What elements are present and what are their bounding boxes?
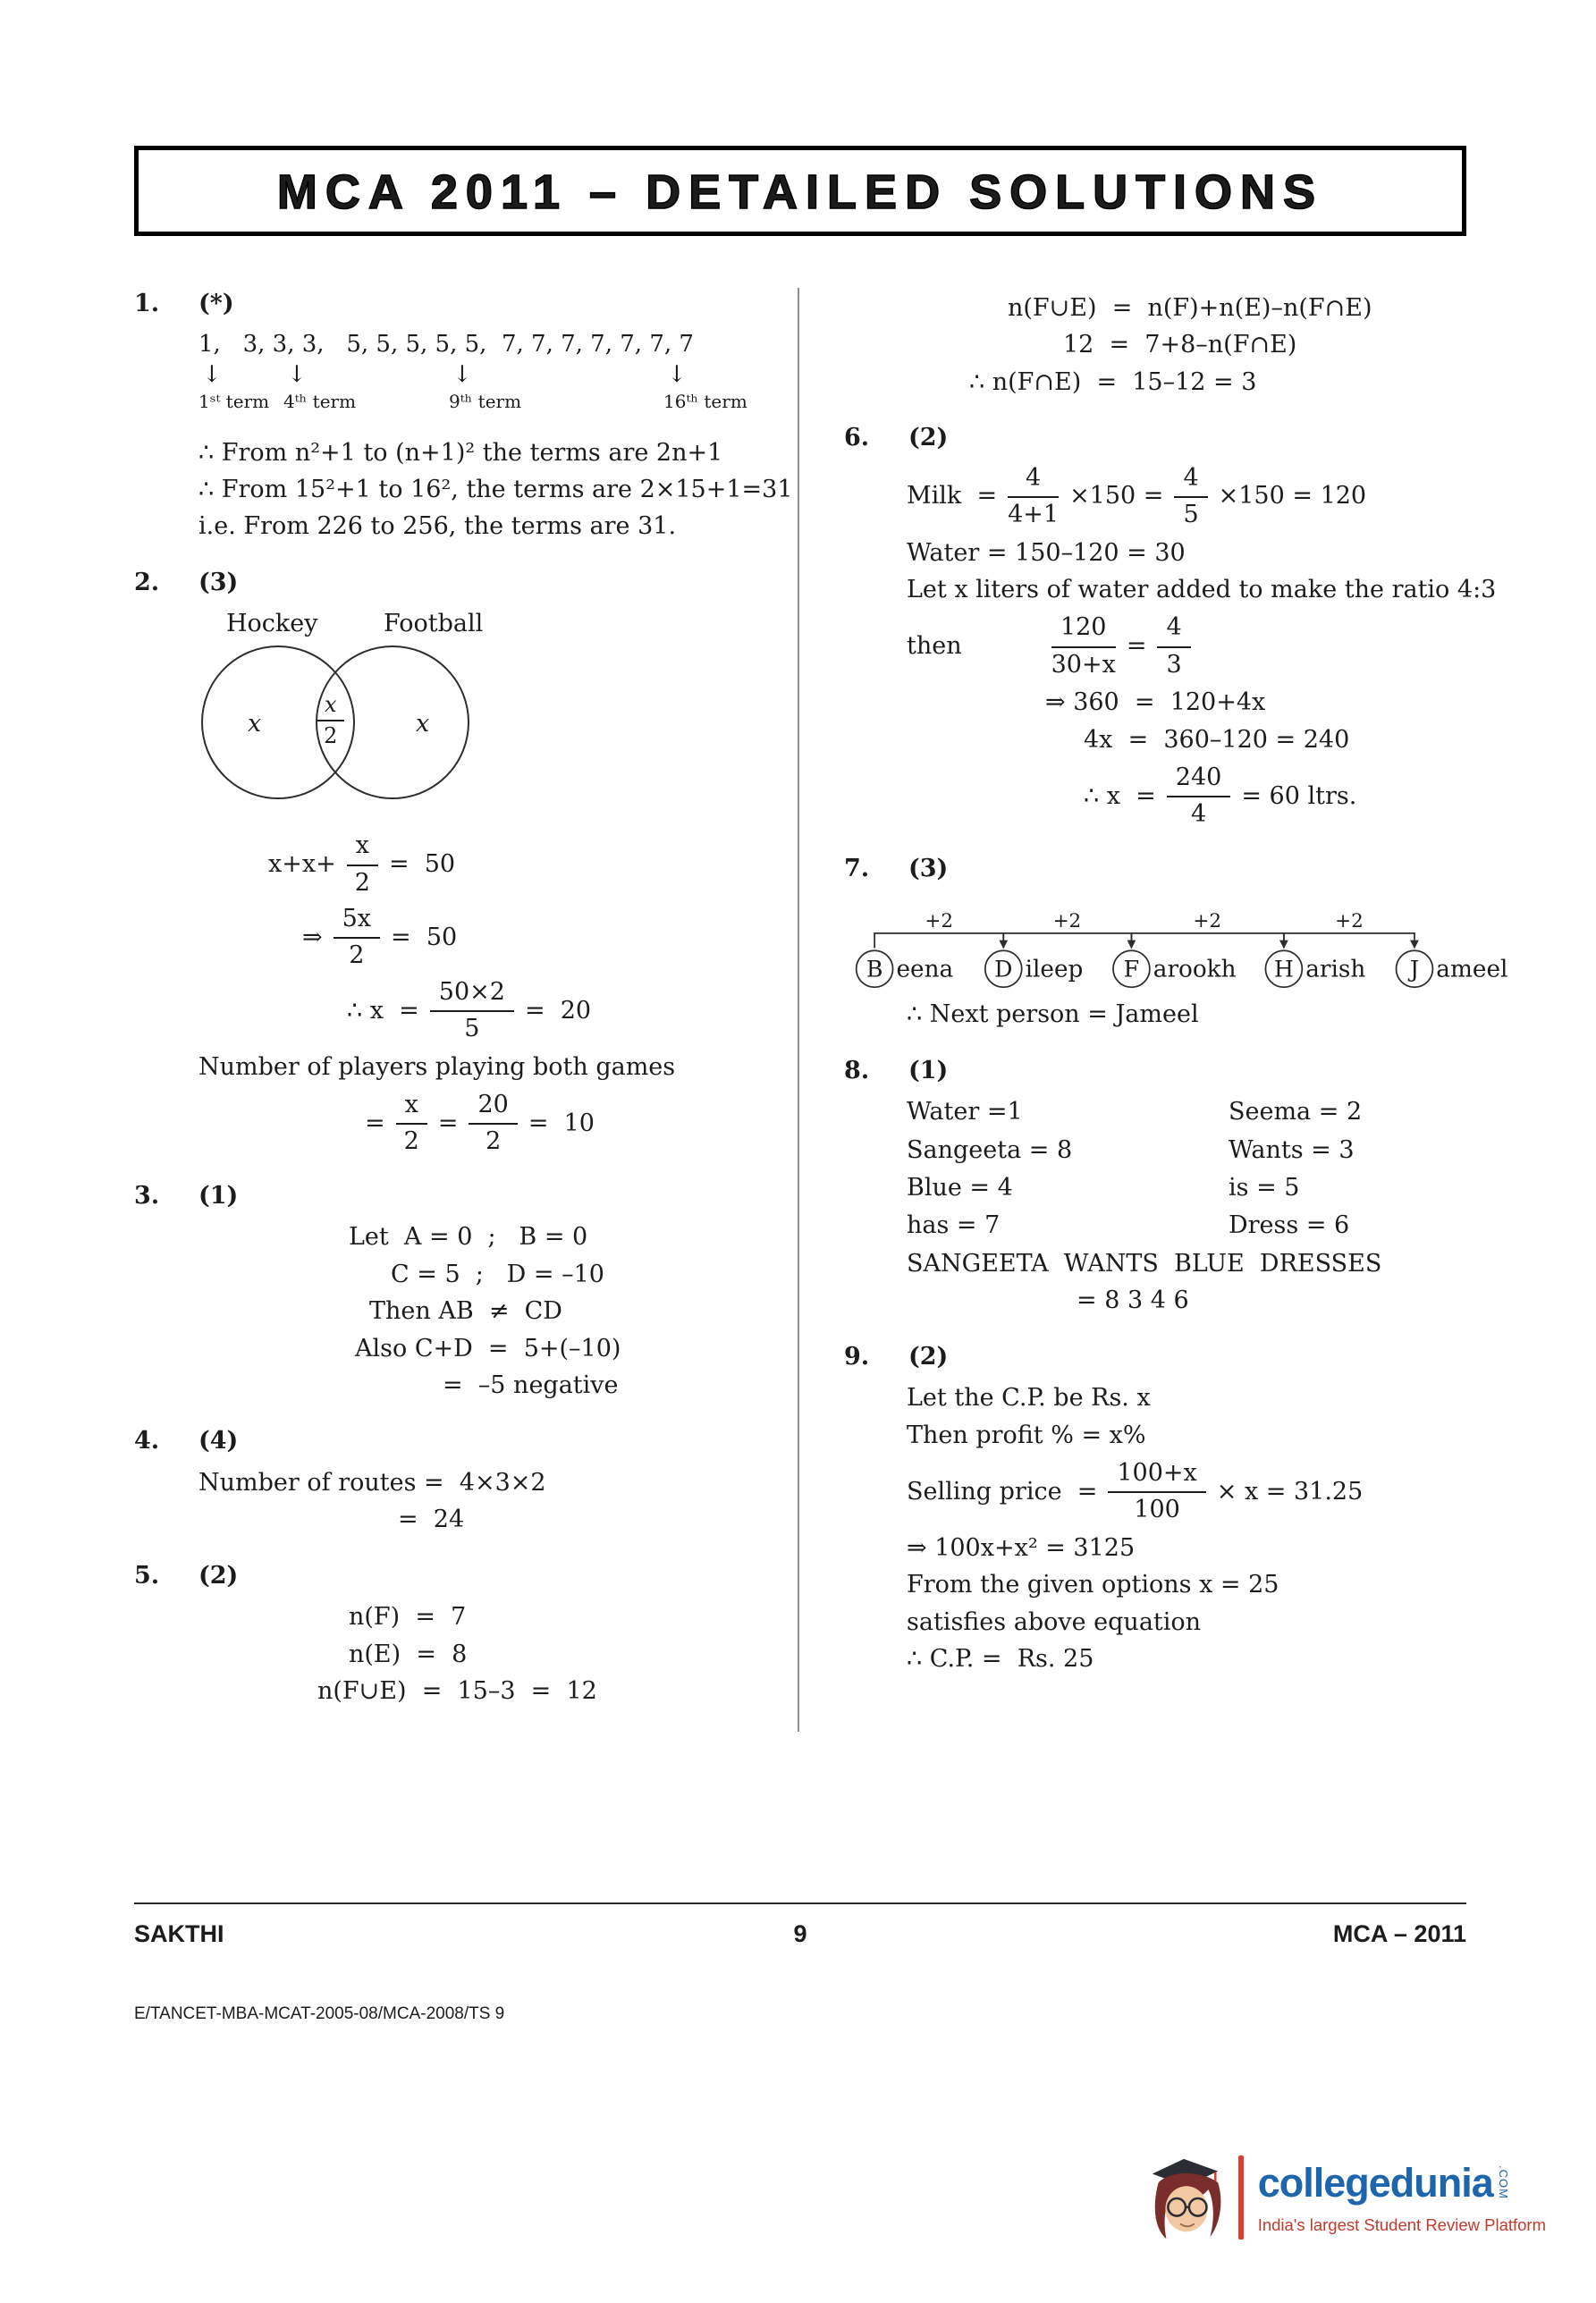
sequence-annotations [198, 360, 798, 433]
solution-line: ⇒ 100x+x² = 3125 [907, 1533, 1136, 1562]
numerator: 50×2 [430, 978, 514, 1012]
word-code: Water =1 [907, 1098, 1023, 1126]
equation [365, 1091, 798, 1157]
problem-3-head [134, 1180, 798, 1212]
fraction [1108, 1459, 1205, 1525]
word-code: Wants = 3 [1229, 1135, 1355, 1164]
term-label: 4ᵗʰ term [283, 390, 357, 412]
equation-text: ∴ x = [1084, 781, 1156, 810]
equation-text: × x = 31.25 [1216, 1477, 1364, 1506]
equation-text: = 60 ltrs. [1241, 781, 1357, 810]
problem-4-head [134, 1425, 798, 1457]
problem-5 [134, 1560, 798, 1708]
solution-line: i.e. From 226 to 256, the terms are 31. [198, 512, 677, 541]
problem-1 [134, 288, 798, 544]
word-code: Dress = 6 [1229, 1211, 1350, 1240]
logo-text [1258, 2160, 1546, 2235]
down-arrow-icon: ↓ [667, 360, 687, 388]
page-title: MCA 2011 – DETAILED SOLUTIONS [276, 165, 1324, 219]
denominator: 2 [486, 1127, 502, 1156]
fraction [1051, 613, 1116, 679]
left-column [134, 288, 798, 1732]
venn-left-value: x [248, 710, 262, 738]
step-bracket [874, 933, 1003, 949]
number-sequence [198, 329, 798, 432]
solution-line: n(F∪E) = 15–3 = 12 [317, 1677, 597, 1706]
venn-right-label: Football [384, 610, 484, 638]
print-code: E/TANCET-MBA-MCAT-2005-08/MCA-2008/TS 9 [134, 2004, 505, 2023]
problem-number: 8. [844, 1056, 870, 1084]
denominator: 2 [324, 723, 338, 749]
numerator: 20 [469, 1091, 517, 1125]
name-initial: J [1409, 955, 1420, 983]
footer-publisher: SAKTHI [134, 1920, 224, 1947]
problem-7-head [844, 853, 1466, 885]
solution-line: ∴ Next person = Jameel [907, 1000, 1199, 1029]
name-initial: F [1123, 955, 1140, 983]
solution-line: n(F) = 7 [349, 1603, 467, 1632]
word-code: Seema = 2 [1229, 1098, 1363, 1126]
solution-line: Then profit % = x% [907, 1421, 1146, 1449]
answer-choice: (4) [198, 1427, 239, 1455]
equation-text: = [437, 1109, 459, 1137]
problem-number: 4. [134, 1427, 160, 1455]
arrowhead-icon [1410, 941, 1419, 949]
solution-line: Then AB ≠ CD [369, 1297, 562, 1326]
name-initial: H [1273, 955, 1294, 983]
solution-line: Let x liters of water added to make the ratio 4:3 [907, 575, 1497, 603]
venn-middle-fraction [317, 692, 344, 749]
numerator: 4 [1157, 613, 1190, 647]
answer-choice: (2) [908, 1342, 949, 1371]
denominator: 2 [354, 868, 370, 897]
problem-number: 6. [844, 424, 870, 452]
name-rest: ameel [1436, 956, 1508, 983]
problem-3 [134, 1180, 798, 1403]
step-bracket [1284, 933, 1414, 949]
brand-tagline: India's largest Student Review Platform [1257, 2215, 1546, 2234]
name-rest: eena [896, 956, 954, 983]
equation-text: = [365, 1109, 385, 1137]
sequence-text: 1, 3, 3, 3, 5, 5, 5, 5, 5, 7, 7, 7, 7, 7, 7, 7 [198, 331, 694, 359]
denominator: 4 [1190, 800, 1207, 829]
down-arrow-icon: ↓ [287, 360, 307, 388]
word-code: is = 5 [1229, 1174, 1300, 1202]
solutions-content [134, 288, 1508, 1732]
numerator: 100+x [1108, 1459, 1205, 1493]
name-rest: arookh [1153, 956, 1237, 983]
solution-line: Number of players playing both games [198, 1052, 676, 1081]
problem-number: 7. [844, 854, 870, 882]
term-annotation [449, 360, 522, 414]
problem-6 [844, 422, 1497, 830]
answer-choice: (2) [908, 424, 949, 452]
problem-8 [844, 1055, 1466, 1318]
answer-choice: (3) [198, 568, 239, 596]
x-equation [1084, 763, 1466, 830]
equation-text: = 50 [388, 849, 456, 878]
denominator: 5 [1183, 501, 1199, 529]
term-annotation [283, 360, 357, 414]
equation-text: = 10 [528, 1109, 595, 1137]
venn-left-label: Hockey [226, 610, 318, 638]
equation-text: then [907, 632, 962, 661]
footer-exam-label: MCA – 2011 [1332, 1920, 1467, 1947]
page-title-box [134, 146, 1466, 236]
solution-line: 4x = 360–120 = 240 [1084, 725, 1350, 754]
fraction [396, 1091, 427, 1157]
solution-line: ⇒ 360 = 120+4x [1045, 688, 1266, 717]
problem-6-head [844, 422, 1466, 454]
venn-diagram [201, 608, 523, 814]
word-code-row [907, 1210, 1466, 1242]
denominator: 2 [403, 1127, 419, 1156]
solution-line: = –5 negative [443, 1371, 619, 1400]
answer-choice: (3) [908, 854, 949, 882]
step-label: +2 [1052, 910, 1082, 933]
name-sequence-diagram [848, 894, 1511, 994]
collegedunia-logo [1140, 2147, 1546, 2248]
numerator: 120 [1051, 613, 1116, 647]
denominator: 5 [464, 1015, 480, 1043]
problem-1-head [134, 288, 798, 320]
equation-text: x+x+ [268, 849, 336, 878]
page-footer [134, 1902, 1466, 1948]
word-code: has = 7 [907, 1211, 1001, 1240]
solution-line: = 24 [398, 1506, 465, 1534]
denominator: 3 [1166, 650, 1182, 679]
solution-line: ∴ From 15²+1 to 16², the terms are 2×15+1=31 [198, 475, 793, 503]
denominator: 4+1 [1008, 501, 1060, 529]
equation-text: ∴ x = [347, 996, 419, 1025]
equation-text: ×150 = [1069, 482, 1164, 510]
fraction [1008, 464, 1059, 530]
solution-line: n(E) = 8 [349, 1640, 468, 1668]
answer-choice: (1) [198, 1181, 239, 1210]
fraction [334, 905, 380, 971]
fraction [1157, 613, 1190, 679]
down-arrow-icon: ↓ [202, 360, 222, 388]
equation-text: Selling price = [907, 1477, 1098, 1506]
solution-line: C = 5 ; D = –10 [391, 1260, 604, 1288]
right-column [844, 288, 1508, 1732]
word-code: Blue = 4 [907, 1174, 1013, 1202]
problem-number: 9. [844, 1342, 870, 1371]
word-code-row [907, 1172, 1466, 1204]
equation [268, 831, 798, 898]
solution-line: SANGEETA WANTS BLUE DRESSES [907, 1249, 1382, 1278]
problem-4 [134, 1425, 798, 1536]
solution-line: 12 = 7+8–n(F∩E) [1063, 331, 1297, 359]
solution-line: n(F∪E) = n(F)+n(E)–n(F∩E) [1008, 294, 1372, 322]
fraction [1174, 464, 1207, 530]
ratio-equation [907, 613, 1466, 679]
word-code-row [907, 1096, 1466, 1128]
fraction [469, 1091, 517, 1157]
problem-number: 3. [134, 1181, 160, 1210]
equation-text: = 20 [524, 996, 592, 1025]
logo-divider-bar [1238, 2155, 1244, 2240]
problem-2-head [134, 567, 798, 599]
venn-right-value: x [416, 710, 430, 738]
equation-text: ×150 = 120 [1218, 482, 1367, 510]
equation [347, 978, 798, 1044]
problem-2 [134, 567, 798, 1157]
denominator: 100 [1134, 1496, 1180, 1524]
footer-page-number: 9 [793, 1920, 807, 1947]
step-bracket [1003, 933, 1131, 949]
column-divider [798, 288, 799, 1732]
problem-8-head [844, 1055, 1466, 1087]
down-arrow-icon: ↓ [452, 360, 472, 388]
term-label: 1ˢᵗ term [198, 390, 270, 412]
milk-equation [907, 464, 1466, 530]
equation-text: = 50 [391, 923, 458, 951]
name-rest: ileep [1025, 956, 1084, 983]
numerator: 5x [334, 905, 380, 939]
equation-text: Milk = [907, 482, 998, 510]
problem-number: 5. [134, 1561, 160, 1590]
solution-line: Number of routes = 4×3×2 [198, 1468, 546, 1497]
numerator: x [347, 831, 378, 865]
solution-line: ∴ From n²+1 to (n+1)² the terms are 2n+1 [198, 438, 723, 467]
word-code-row [907, 1135, 1466, 1167]
mascot-icon [1140, 2147, 1228, 2248]
problem-5-continued [844, 292, 1466, 399]
problem-9-head [844, 1341, 1466, 1373]
term-label: 16ᵗʰ term [663, 390, 747, 412]
solution-line: ∴ C.P. = Rs. 25 [907, 1645, 1094, 1674]
equation-text: = [1126, 632, 1147, 661]
selling-price-equation [907, 1459, 1466, 1525]
solution-line: Water = 150–120 = 30 [907, 538, 1186, 567]
brand-name: collegedunia [1257, 2160, 1493, 2206]
solution-line: Let A = 0 ; B = 0 [349, 1223, 588, 1252]
numerator: 240 [1167, 763, 1231, 797]
name-rest: arish [1305, 956, 1366, 983]
step-bracket [1131, 933, 1283, 949]
answer-choice: (1) [908, 1056, 949, 1084]
solution-line: From the given options x = 25 [907, 1571, 1279, 1599]
numerator: x [317, 692, 344, 721]
solution-line: satisfies above equation [907, 1607, 1202, 1636]
fraction [1167, 763, 1231, 830]
name-initial: B [866, 955, 883, 983]
answer-choice: (2) [198, 1561, 239, 1590]
denominator: 2 [349, 941, 365, 970]
problem-9 [844, 1341, 1466, 1676]
numerator: 4 [1008, 464, 1059, 498]
term-label: 9ᵗʰ term [449, 390, 522, 412]
problem-5-head [134, 1560, 798, 1592]
term-annotation [198, 360, 270, 414]
problem-number: 2. [134, 568, 160, 596]
word-code: Sangeeta = 8 [907, 1135, 1073, 1164]
equation [302, 905, 798, 971]
solution-line: Also C+D = 5+(–10) [355, 1334, 621, 1362]
term-annotation [663, 360, 747, 414]
answer-choice: (*) [198, 290, 234, 317]
equation-text: ⇒ [302, 923, 323, 951]
solution-line: ∴ n(F∩E) = 15–12 = 3 [969, 367, 1257, 396]
brand-tld: .COM [1496, 2165, 1510, 2199]
step-label: +2 [1193, 910, 1221, 933]
denominator: 30+x [1051, 650, 1116, 679]
step-label: +2 [1335, 910, 1364, 933]
fraction [430, 978, 514, 1044]
name-initial: D [994, 955, 1013, 983]
solution-line: Let the C.P. be Rs. x [907, 1384, 1151, 1413]
step-label: +2 [925, 910, 953, 933]
solution-line: = 8 3 4 6 [1077, 1286, 1189, 1315]
problem-number: 1. [134, 290, 160, 317]
fraction [347, 831, 378, 898]
numerator: 4 [1174, 464, 1207, 498]
problem-7 [844, 853, 1508, 1032]
numerator: x [396, 1091, 427, 1125]
